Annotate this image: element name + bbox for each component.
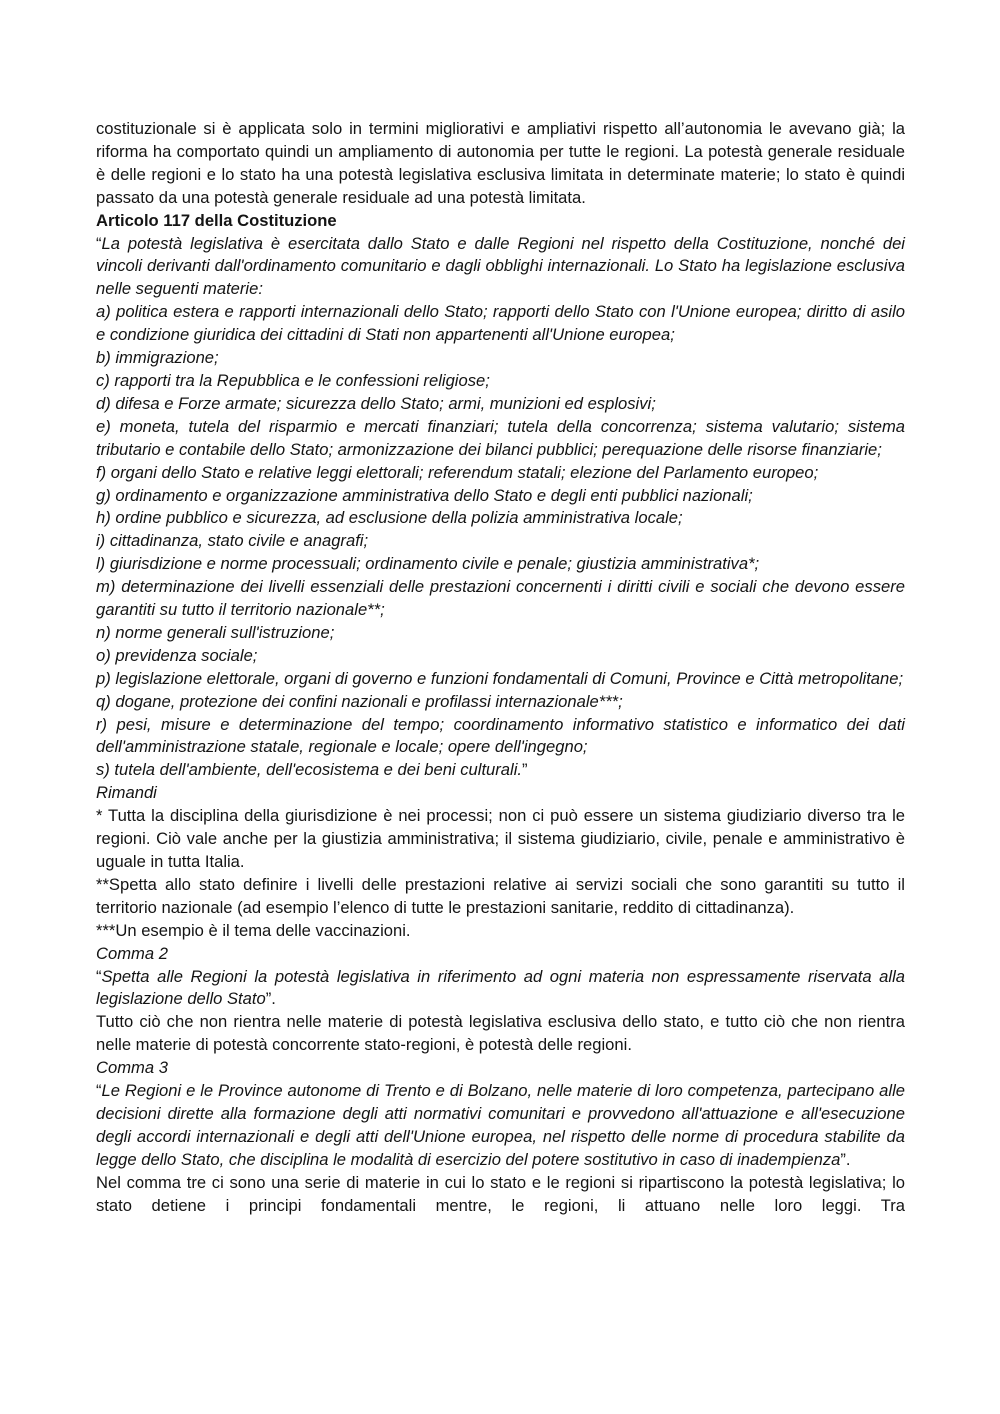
list-item-s [96, 759, 905, 782]
comma-3-label: Comma 3 [96, 1058, 168, 1078]
list-item-m: m) determinazione dei livelli essenziali delle prestazioni concernenti i diritti civili e sociali che devono essere garantiti su tutto il territorio nazionale**; [96, 577, 905, 620]
comma-3-text: Nel comma tre ci sono una serie di materie in cui lo stato e le regioni si ripartiscono la potestà legislativa; lo stato detiene i principi fondamentali mentre, le regioni, li attuano nelle loro leggi. Tra [96, 1172, 905, 1215]
open-quote: “ [96, 966, 102, 986]
comma-2-text: Tutto ciò che non rientra nelle materie di potestà legislativa esclusiva dello stato, e tutto ciò che non rientra nelle materie di potestà concorrente stato-regioni, è potestà delle regioni. [96, 1012, 905, 1055]
document-page [96, 118, 905, 1218]
list-item-g: g) ordinamento e organizzazione amministrativa dello Stato e degli enti pubblici nazionali; [96, 485, 753, 505]
close-quote: ”. [840, 1149, 851, 1169]
article-117-lead-text: La potestà legislativa è esercitata dallo Stato e dalle Regioni nel rispetto della Costituzione, nonché dei vincoli derivanti dall'ordinamento comunitario e dagli obblighi internazionali. Lo Stato ha legislazione esclusiva nelle seguenti materie: [96, 233, 905, 299]
comma-2-label: Comma 2 [96, 943, 168, 963]
article-heading: Articolo 117 della Costituzione [96, 210, 337, 230]
list-item-i: i) cittadinanza, stato civile e anagrafi; [96, 531, 369, 551]
list-item-o: o) previdenza sociale; [96, 645, 258, 665]
close-quote: ”. [265, 989, 276, 1009]
comma-2-quote [96, 966, 905, 1012]
list-item-n: n) norme generali sull'istruzione; [96, 622, 335, 642]
list-item-l: l) giurisdizione e norme processuali; ordinamento civile e penale; giustizia amministrativa*; [96, 554, 760, 574]
intro-paragraph: costituzionale si è applicata solo in termini migliorativi e ampliativi rispetto all’autonomia le avevano già; la riforma ha comportato quindi un ampliamento di autonomia per tutte le regioni. La potestà generale residuale è delle regioni e lo stato ha una potestà legislativa esclusiva limitata in determinate materie; lo stato è quindi passato da una potestà generale residuale ad una potestà limitata. [96, 119, 905, 207]
comma-2-quote-text: Spetta alle Regioni la potestà legislativa in riferimento ad ogni materia non espressamente riservata alla legislazione dello Stato [96, 966, 905, 1009]
list-item-e: e) moneta, tutela del risparmio e mercati finanziari; tutela della concorrenza; sistema valutario; sistema tributario e contabile dello Stato; armonizzazione dei bilanci pubblici; perequazione delle risorse finanziarie; [96, 416, 905, 459]
list-item-p: p) legislazione elettorale, organi di governo e funzioni fondamentali di Comuni, Province e Città metropolitane; [96, 668, 904, 688]
list-item-q: q) dogane, protezione dei confini nazionali e profilassi internazionale***; [96, 691, 623, 711]
rimandi-label: Rimandi [96, 783, 157, 803]
open-quote: “ [96, 1081, 102, 1101]
list-item-c: c) rapporti tra la Repubblica e le confessioni religiose; [96, 370, 490, 390]
list-item-a: a) politica estera e rapporti internazionali dello Stato; rapporti dello Stato con l'Unione europea; diritto di asilo e condizione giuridica dei cittadini di Stati non appartenenti all'Unione europea; [96, 302, 905, 345]
footnote-2: **Spetta allo stato definire i livelli delle prestazioni relative ai servizi sociali che sono garantiti su tutto il territorio nazionale (ad esempio l’elenco di tutte le prestazioni sanitarie, reddito di cittadinanza). [96, 874, 905, 917]
list-item-s-text: s) tutela dell'ambiente, dell'ecosistema e dei beni culturali. [96, 760, 523, 780]
article-117-lead [96, 233, 905, 302]
footnote-3: ***Un esempio è il tema delle vaccinazioni. [96, 920, 411, 940]
comma-3-quote-text: Le Regioni e le Province autonome di Trento e di Bolzano, nelle materie di loro competenza, partecipano alle decisioni dirette alla formazione degli atti normativi comunitari e provvedono all'attuazione e all'esecuzione degli accordi internazionali e degli atti dell'Unione europea, nel rispetto delle norme di procedura stabilite da legge dello Stato, che disciplina le modalità di esercizio del potere sostitutivo in caso di inadempienza [96, 1081, 905, 1169]
list-item-b: b) immigrazione; [96, 348, 219, 368]
close-quote: ” [522, 760, 528, 780]
list-item-f: f) organi dello Stato e relative leggi elettorali; referendum statali; elezione del Parlamento europeo; [96, 462, 819, 482]
list-item-r: r) pesi, misure e determinazione del tempo; coordinamento informativo statistico e informatico dei dati dell'amministrazione statale, regionale e locale; opere dell'ingegno; [96, 714, 905, 757]
list-item-h: h) ordine pubblico e sicurezza, ad esclusione della polizia amministrativa locale; [96, 508, 683, 528]
comma-3-quote [96, 1080, 905, 1172]
footnote-1: * Tutta la disciplina della giurisdizione è nei processi; non ci può essere un sistema giudiziario diverso tra le regioni. Ciò vale anche per la giustizia amministrativa; il sistema giudiziario, civile, penale e amministrativo è uguale in tutta Italia. [96, 806, 905, 871]
list-item-d: d) difesa e Forze armate; sicurezza dello Stato; armi, munizioni ed esplosivi; [96, 393, 656, 413]
open-quote: “ [96, 233, 102, 253]
